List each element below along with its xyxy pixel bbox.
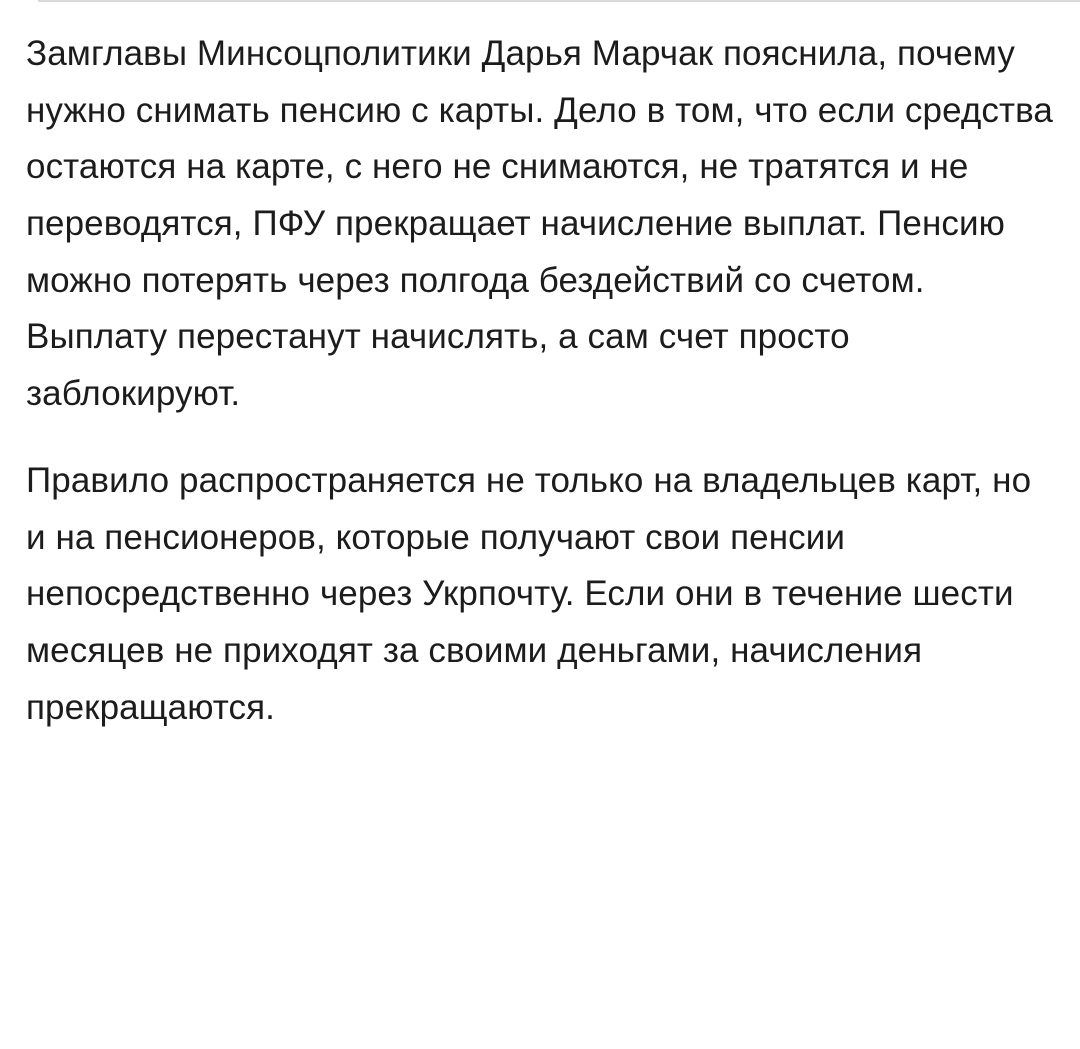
- top-divider: [38, 0, 1080, 2]
- article-paragraph-1: Замглавы Минсоцполитики Дарья Марчак пояснила, почему нужно снимать пенсию с карты. Дело в том, что если средства остаются на карте, с него не снимаются, не тратятся и не переводятся, ПФУ прекращает начисление выплат. Пенсию можно потерять через полгода бездействий со счетом. Выплату перестанут начислять, а сам счет просто заблокируют.: [26, 34, 1063, 414]
- article-paragraph-2: Правило распространяется не только на владельцев карт, но и на пенсионеров, которые получают свои пенсии непосредственно через Укрпочту. Если они в течение шести месяцев не приходят за своими деньгами, начисления прекращаются.: [26, 460, 1041, 727]
